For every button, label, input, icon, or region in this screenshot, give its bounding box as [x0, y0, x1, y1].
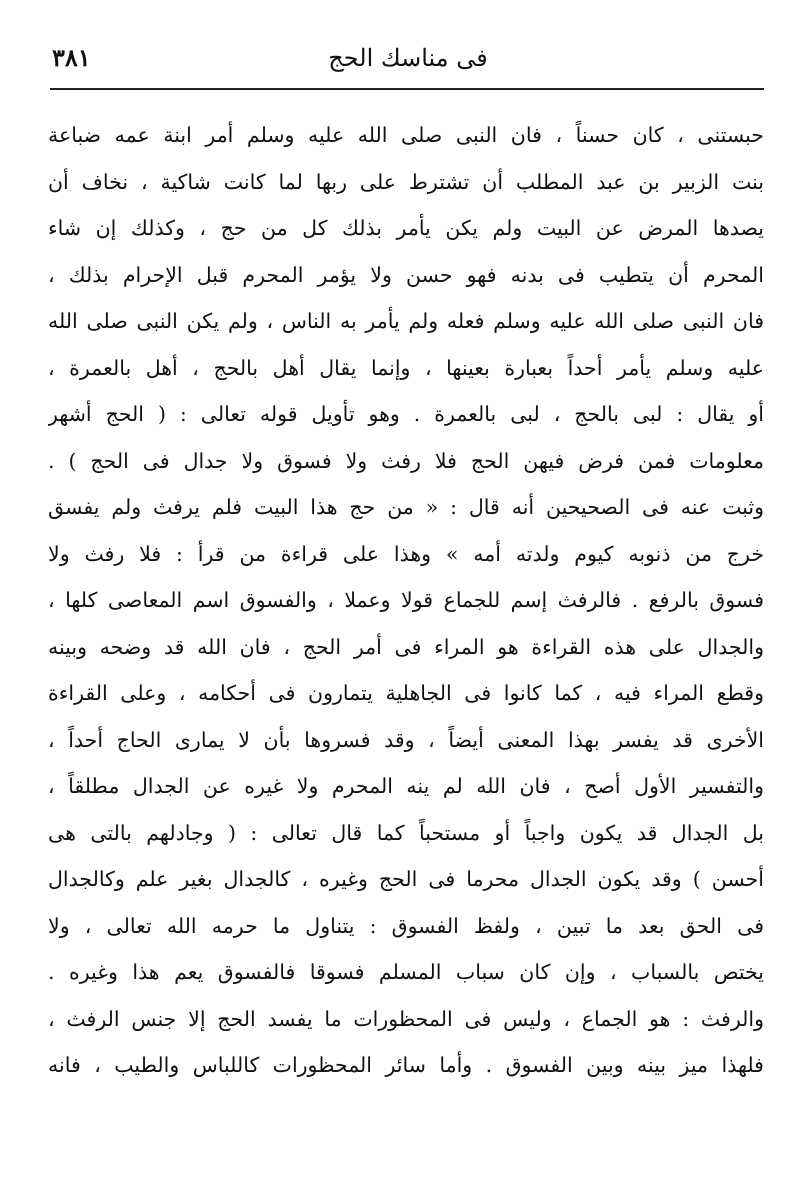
page-header — [52, 38, 764, 84]
text-line: فسوق بالرفع . فالرفث إسم للجماع قولا وعملا ، والفسوق اسم المعاصى كلها ، — [48, 588, 764, 612]
text-line: بنت الزبير بن عبد المطلب أن تشترط على ربها لما كانت شاكية ، نخاف أن — [48, 169, 764, 194]
running-title: فى مناسك الحج — [328, 44, 488, 72]
text-line: حبستنى ، كان حسناً ، فان النبى صلى الله عليه وسلم أمر ابنة عمه ضباعة — [48, 123, 764, 147]
text-line: يختص بالسباب ، وإن كان سباب المسلم فسوقا فالفسوق يعم هذا وغيره . — [48, 960, 764, 984]
text-line: المحرم أن يتطيب فى بدنه فهو حسن ولا يؤمر المحرم قبل الإحرام بذلك ، — [48, 262, 764, 287]
page-number: ٣٨١ — [52, 43, 91, 72]
text-line: يصدها المرض عن البيت ولم يكن يأمر بذلك كل من حج ، وكذلك إن شاء — [48, 216, 764, 240]
text-line: والجدال على هذه القراءة هو المراء فى أمر الحج ، فان الله قد وضحه وبينه — [48, 634, 764, 659]
text-line: معلومات فمن فرض فيهن الحج فلا رفث ولا فسوق ولا جدال فى الحج ) . — [48, 448, 764, 473]
text-line: والرفث : هو الجماع ، وليس فى المحظورات ما يفسد الحج إلا جنس الرفث ، — [48, 1006, 764, 1031]
text-line: أو يقال : لبى بالحج ، لبى بالعمرة . وهو تأويل قوله تعالى : ( الحج أشهر — [48, 402, 764, 426]
text-line: خرج من ذنوبه كيوم ولدته أمه » وهذا على قراءة من قرأ : فلا رفث ولا — [48, 541, 764, 566]
text-line: وقطع المراء فيه ، كما كانوا فى الجاهلية يتمارون فى أحكامه ، وعلى القراءة — [48, 681, 764, 705]
text-line: الأخرى قد يفسر بهذا المعنى أيضاً ، وقد فسروها بأن لا يمارى الحاج أحداً ، — [48, 727, 764, 752]
text-line: عليه وسلم يأمر أحداً بعبارة بعينها ، وإنما يقال أهل بالحج ، أهل بالعمرة ، — [48, 355, 764, 380]
header-divider — [50, 88, 764, 90]
text-line: بل الجدال قد يكون واجباً أو مستحباً كما قال تعالى : ( وجادلهم بالتى هى — [48, 820, 764, 845]
text-line: والتفسير الأول أصح ، فان الله لم ينه المحرم ولا غيره عن الجدال مطلقاً ، — [48, 774, 764, 798]
text-line: أحسن ) وقد يكون الجدال محرما فى الحج وغيره ، كالجدال بغير علم وكالجدال — [48, 867, 764, 891]
text-line: فى الحق بعد ما تبين ، ولفظ الفسوق : يتناول ما حرمه الله تعالى ، ولا — [48, 913, 764, 938]
text-line: وثبت عنه فى الصحيحين أنه قال : « من حج هذا البيت فلم يرفث ولم يفسق — [48, 495, 764, 519]
text-line: فان النبى صلى الله عليه وسلم فعله ولم يأمر به الناس ، ولم يكن النبى صلى الله — [48, 309, 764, 333]
text-line: فلهذا ميز بينه وبين الفسوق . وأما سائر المحظورات كاللباس والطيب ، فانه — [48, 1053, 764, 1077]
body-text — [48, 112, 764, 1089]
